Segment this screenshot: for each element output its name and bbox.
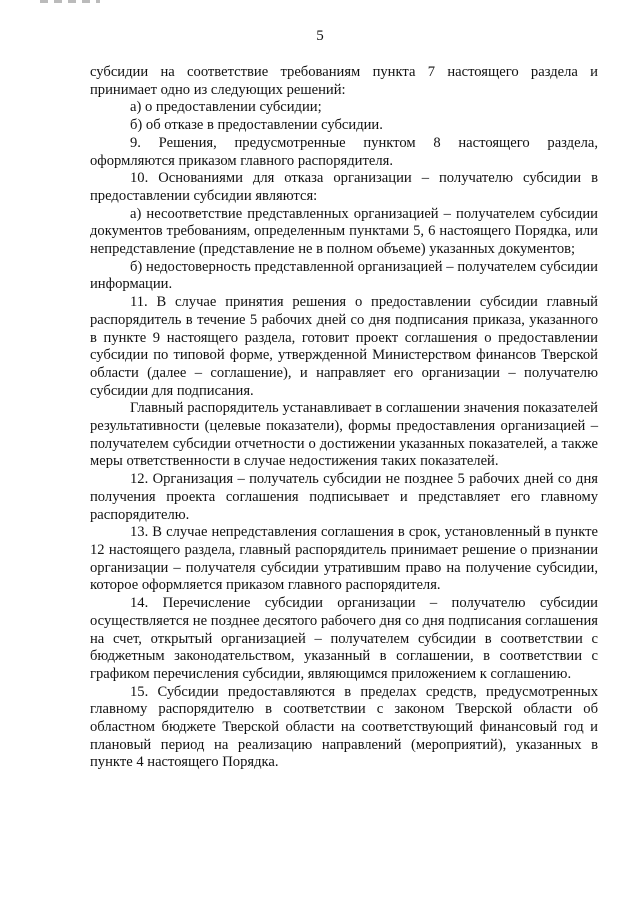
document-body — [90, 64, 598, 772]
paragraph-item-11: 11. В случае принятия решения о предоставлении субсидии главный распорядитель в течение 5 рабочих дней со дня подписания приказа, указанного в пункте 9 настоящего раздела, готовит проект соглашения о предоставлении субсидии по типовой форме, утвержденной Министерством финансов Тверской области (далее – соглашение), и направляет его организации – получателю субсидии для подписания. — [90, 294, 598, 399]
paragraph-item-10b: б) недостоверность представленной организацией – получателем субсидии информации. — [90, 258, 598, 293]
paragraph-continuation: субсидии на соответствие требованиям пункта 7 настоящего раздела и принимает одно из следующих решений: — [90, 64, 598, 98]
paragraph-item-10a: а) несоответствие представленных организацией – получателем субсидии документов требованиям, определенным пунктами 5, 6 настоящего Порядка, или непредставление (представление не в полном объеме) указанных документов; — [90, 205, 598, 258]
paragraph-item-12: 12. Организация – получатель субсидии не позднее 5 рабочих дней со дня получения проекта соглашения подписывает и представляет его главному распорядителю. — [90, 471, 598, 523]
paragraph-option-b: б) об отказе в предоставлении субсидии. — [130, 117, 383, 134]
paragraph-item-9: 9. Решения, предусмотренные пунктом 8 настоящего раздела, оформляются приказом главного распорядителя. — [90, 134, 598, 169]
paragraph-item-13: 13. В случае непредставления соглашения в срок, установленный в пункте 12 настоящего раздела, главный распорядитель принимает решение о признании организации – получателя субсидии утратившим право на получение субсидии, которое оформляется приказом главного распорядителя. — [90, 524, 598, 594]
paragraph-item-15: 15. Субсидии предоставляются в пределах средств, предусмотренных главному распорядителю в соответствии с законом Тверской области об областном бюджете Тверской области на соответствующий финансовый год и плановый период на реализацию направлений (мероприятий), указанных в пункте 4 настоящего Порядка. — [90, 683, 598, 771]
paragraph-item-11-cont: Главный распорядитель устанавливает в соглашении значения показателей результативности (целевые показатели), формы предоставления организацией – получателем субсидии отчетности о достижении указанных показателей, а также меры ответственности в случае недостижения таких показателей. — [90, 400, 598, 470]
paragraph-option-a: а) о предоставлении субсидии; — [130, 99, 322, 116]
scan-artifact — [40, 0, 100, 3]
page-number: 5 — [316, 28, 324, 44]
paragraph-item-14: 14. Перечисление субсидии организации – получателю субсидии осуществляется не позднее десятого рабочего дня со дня подписания соглашения на счет, открытый организацией – получателем субсидии в соответствии с бюджетным законодательством, указанный в соглашении, в соответствии с графиком перечисления субсидии, являющимся приложением к соглашению. — [90, 595, 598, 682]
paragraph-item-10: 10. Основаниями для отказа организации – получателю субсидии в предоставлении субсидии являются: — [90, 170, 598, 204]
